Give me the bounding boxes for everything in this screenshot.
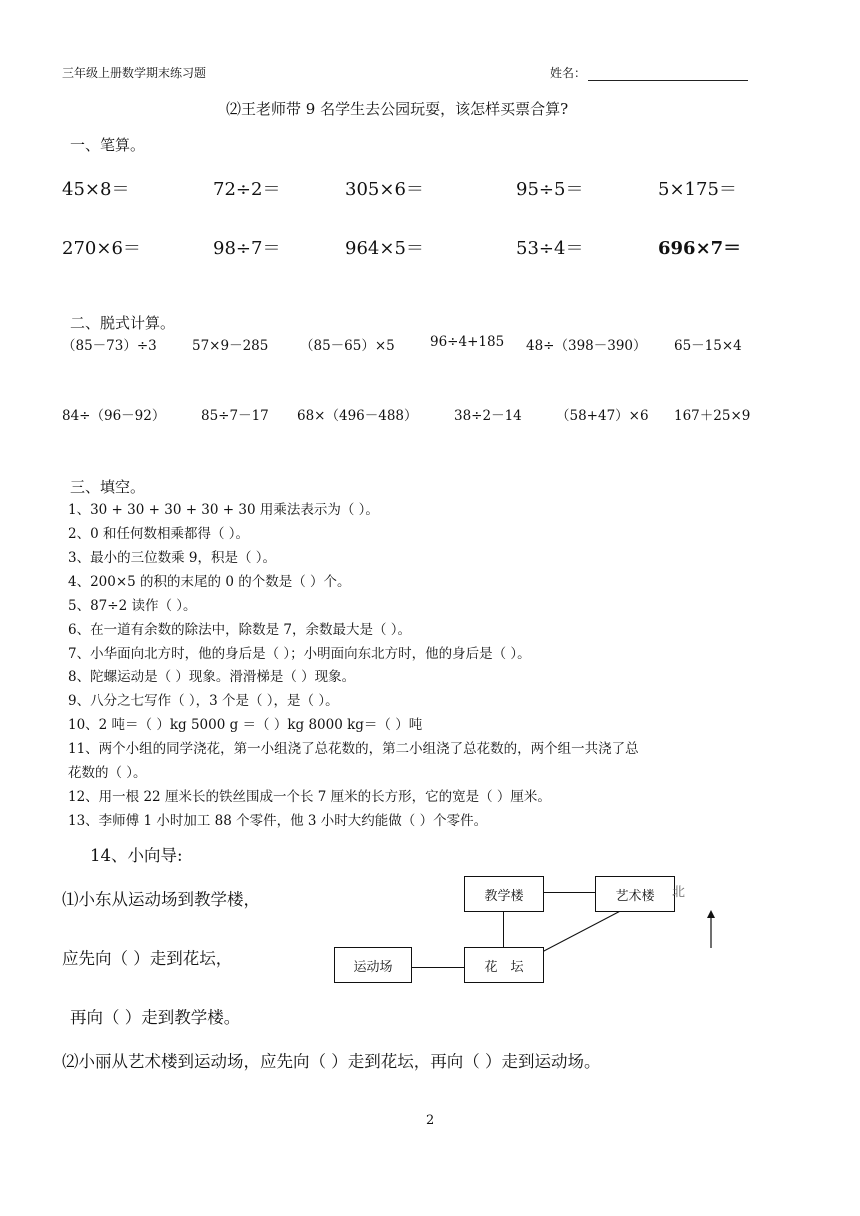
guide-q2: ⑵小丽从艺术楼到运动场，应先向（ ）走到花坛，再向（ ）走到运动场。 xyxy=(62,1052,601,1071)
calc-1-2: 72÷2＝ xyxy=(213,179,281,200)
guide-q1-line2: 应先向（ ）走到花坛， xyxy=(62,949,233,968)
name-label: 姓名： xyxy=(550,66,587,80)
calc-1-4: 95÷5＝ xyxy=(516,179,584,200)
calc-2-4: 53÷4＝ xyxy=(516,238,584,259)
stray-mark: 北 xyxy=(672,885,686,900)
guide-q1-line1: ⑴小东从运动场到教学楼， xyxy=(62,890,260,909)
calc-1-5: 5×175＝ xyxy=(658,179,737,200)
expr-1-4: 96÷4+185 xyxy=(430,334,505,350)
fill-item-3: 3、最小的三位数乘 9，积是（ ）。 xyxy=(68,550,277,566)
fill-item-12: 12、用一根 22 厘米长的铁丝围成一个长 7 厘米的长方形，它的宽是（ ）厘米。 xyxy=(68,789,551,805)
north-arrow-icon xyxy=(702,910,720,950)
fill-item-7: 7、小华面向北方时，他的身后是（ ）；小明面向东北方时，他的身后是（ ）。 xyxy=(68,646,531,662)
building-teaching: 教学楼 xyxy=(464,876,544,912)
name-underline xyxy=(588,68,748,81)
question-top: ⑵王老师带 9 名学生去公园玩耍，该怎样买票合算? xyxy=(226,100,569,118)
expr-2-4: 38÷2－14 xyxy=(454,408,522,424)
calc-2-2: 98÷7＝ xyxy=(213,238,281,259)
expr-1-2: 57×9－285 xyxy=(192,338,269,354)
calc-2-5: 696×7＝ xyxy=(658,238,742,259)
section3-title: 三、填空。 xyxy=(70,478,146,496)
path-teaching-art xyxy=(542,892,596,893)
fill-item-13: 13、李师傅 1 小时加工 88 个零件，他 3 小时大约能做（ ）个零件。 xyxy=(68,813,488,829)
calc-2-1: 270×6＝ xyxy=(62,238,141,259)
guide-q1-line3: 再向（ ）走到教学楼。 xyxy=(70,1008,241,1027)
section4-title: 14、小向导: xyxy=(90,846,183,865)
expr-2-1: 84÷（96－92） xyxy=(62,408,166,424)
path-art-flower xyxy=(540,906,630,956)
fill-item-11-cont: 花数的（ ）。 xyxy=(68,765,147,781)
path-playground-flower xyxy=(410,967,466,968)
building-playground: 运动场 xyxy=(334,947,412,983)
fill-item-9: 9、八分之七写作（ ），3 个是（ ），是（ ）。 xyxy=(68,693,339,709)
building-art: 艺术楼 xyxy=(595,876,675,912)
header-title: 三年级上册数学期末练习题 xyxy=(62,66,207,80)
fill-item-6: 6、在一道有余数的除法中，除数是 7，余数最大是（ ）。 xyxy=(68,622,412,638)
fill-item-4: 4、200×5 的积的末尾的 0 的个数是（ ）个。 xyxy=(68,574,351,590)
expr-2-3: 68×（496－488） xyxy=(297,408,418,424)
name-field xyxy=(550,64,748,81)
fill-item-5: 5、87÷2 读作（ ）。 xyxy=(68,598,197,614)
path-teaching-flower xyxy=(503,911,504,949)
calc-2-3: 964×5＝ xyxy=(345,238,424,259)
calc-1-1: 45×8＝ xyxy=(62,179,130,200)
expr-2-5: （58+47）×6 xyxy=(556,408,649,424)
section1-title: 一、笔算。 xyxy=(70,136,146,154)
calc-1-3: 305×6＝ xyxy=(345,179,424,200)
expr-1-3: （85－65）×5 xyxy=(300,338,395,354)
fill-item-1: 1、30 + 30 + 30 + 30 + 30 用乘法表示为（ ）。 xyxy=(68,502,379,518)
expr-1-1: （85－73）÷3 xyxy=(62,338,157,354)
fill-item-8: 8、陀螺运动是（ ）现象。滑滑梯是（ ）现象。 xyxy=(68,669,356,685)
expr-1-6: 65－15×4 xyxy=(674,338,742,354)
section2-title: 二、脱式计算。 xyxy=(70,314,176,332)
page-number: 2 xyxy=(426,1113,435,1128)
fill-item-11: 11、两个小组的同学浇花，第一小组浇了总花数的，第二小组浇了总花数的，两个组一共浇了总 xyxy=(68,741,639,757)
expr-2-6: 167＋25×9 xyxy=(674,408,751,424)
expr-2-2: 85÷7－17 xyxy=(201,408,269,424)
fill-item-10: 10、2 吨＝（ ）kg 5000 g ＝（ ）kg 8000 kg＝（ ）吨 xyxy=(68,717,423,733)
building-flower-bed: 花 坛 xyxy=(464,947,544,983)
expr-1-5: 48÷（398－390） xyxy=(526,338,647,354)
fill-item-2: 2、0 和任何数相乘都得（ ）。 xyxy=(68,526,250,542)
